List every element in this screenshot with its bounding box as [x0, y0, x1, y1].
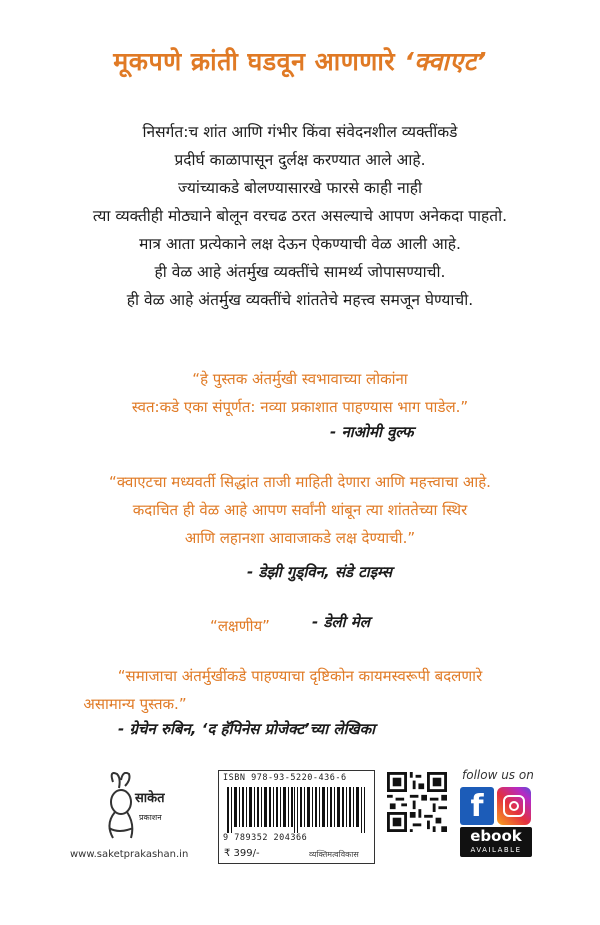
- blurb-line: प्रदीर्घ काळापासून दुर्लक्ष करण्यात आले आहे.: [174, 151, 426, 169]
- isbn-label: ISBN 978-93-5220-436-6: [223, 773, 347, 783]
- book-tagline-title: [0, 44, 600, 78]
- quote-line: असामान्य पुस्तक.”: [83, 695, 187, 713]
- review-quote-1: [0, 365, 600, 421]
- blurb-paragraph-2: [0, 230, 600, 314]
- review-quote-2: [0, 468, 600, 552]
- blurb-line: मात्र आता प्रत्येकाने लक्ष देऊन ऐकण्याची वेळ आली आहे.: [139, 235, 461, 253]
- barcode-number: 9 789352 204366: [223, 833, 308, 843]
- svg-text:साकेत: साकेत: [135, 791, 165, 806]
- title-main: मूकपणे क्रांती घडवून आणणारे: [113, 47, 396, 76]
- category-label: व्यक्तिमत्वविकास: [309, 850, 359, 859]
- follow-us-label: follow us on: [462, 768, 534, 782]
- quote-line: “हे पुस्तक अंतर्मुखी स्वभावाच्या लोकांना: [192, 370, 408, 388]
- barcode-icon: [227, 787, 365, 833]
- price-label: ₹ 399/-: [224, 848, 260, 859]
- review-attribution-4: - ग्रेचेन रुबिन, ‘द हॅपिनेस प्रोजेक्ट’च्या लेखिका: [118, 720, 376, 738]
- quote-line: कदाचित ही वेळ आहे आपण सर्वांनी थांबून त्या शांततेच्या स्थिर: [132, 501, 468, 519]
- svg-text:प्रकाशन: प्रकाशन: [139, 813, 162, 822]
- blurb-line: त्या व्यक्तीही मोठ्याने बोलून वरचढ ठरत असल्याचे आपण अनेकदा पाहतो.: [92, 207, 508, 225]
- publisher-logo: [95, 772, 175, 842]
- available-label: AVAILABLE: [470, 846, 522, 854]
- review-attribution-2: - डेझी गुड्विन, संडे टाइम्स: [247, 563, 393, 581]
- publisher-url[interactable]: www.saketprakashan.in: [70, 849, 189, 860]
- blurb-line: ही वेळ आहे अंतर्मुख व्यक्तींचे शांततेचे महत्त्व समजून घेण्याची.: [126, 291, 474, 309]
- blurb-line: ज्यांच्याकडे बोलण्यासारखे फारसे काही नाही: [178, 179, 422, 197]
- quote-line: “लक्षणीय”: [210, 617, 270, 635]
- blurb-paragraph-1: [0, 118, 600, 230]
- quote-line: आणि लहानशा आवाजाकडे लक्ष देण्याची.”: [184, 529, 416, 547]
- review-attribution-3: - डेली मेल: [312, 613, 370, 631]
- qr-code-icon[interactable]: [387, 772, 447, 832]
- title-book-name: ‘क्वाएट’: [404, 47, 487, 76]
- ebook-available-badge[interactable]: [460, 827, 532, 857]
- review-quote-4: [0, 662, 600, 718]
- facebook-icon[interactable]: f: [460, 787, 494, 825]
- quote-line: “क्वाएटचा मध्यवर्ती सिद्धांत ताजी माहिती देणारा आणि महत्त्वाचा आहे.: [109, 473, 491, 491]
- instagram-icon[interactable]: [497, 787, 531, 825]
- quote-line: “समाजाचा अंतर्मुखींकडे पाहण्याचा दृष्टिकोन कायमस्वरूपी बदलणारे: [117, 667, 483, 685]
- blurb-line: निसर्गत:च शांत आणि गंभीर किंवा संवेदनशील व्यक्तींकडे: [142, 123, 458, 141]
- quote-line: स्वत:कडे एका संपूर्णत: नव्या प्रकाशात पाहण्यास भाग पाडेल.”: [131, 398, 469, 416]
- review-attribution-1: - नाओमी वुल्फ: [330, 423, 414, 441]
- review-quote-3: [0, 612, 540, 640]
- isbn-barcode: [218, 770, 375, 864]
- blurb-line: ही वेळ आहे अंतर्मुख व्यक्तींचे सामर्थ्य जोपासण्याची.: [154, 263, 446, 281]
- ebook-label: ebook: [470, 827, 522, 845]
